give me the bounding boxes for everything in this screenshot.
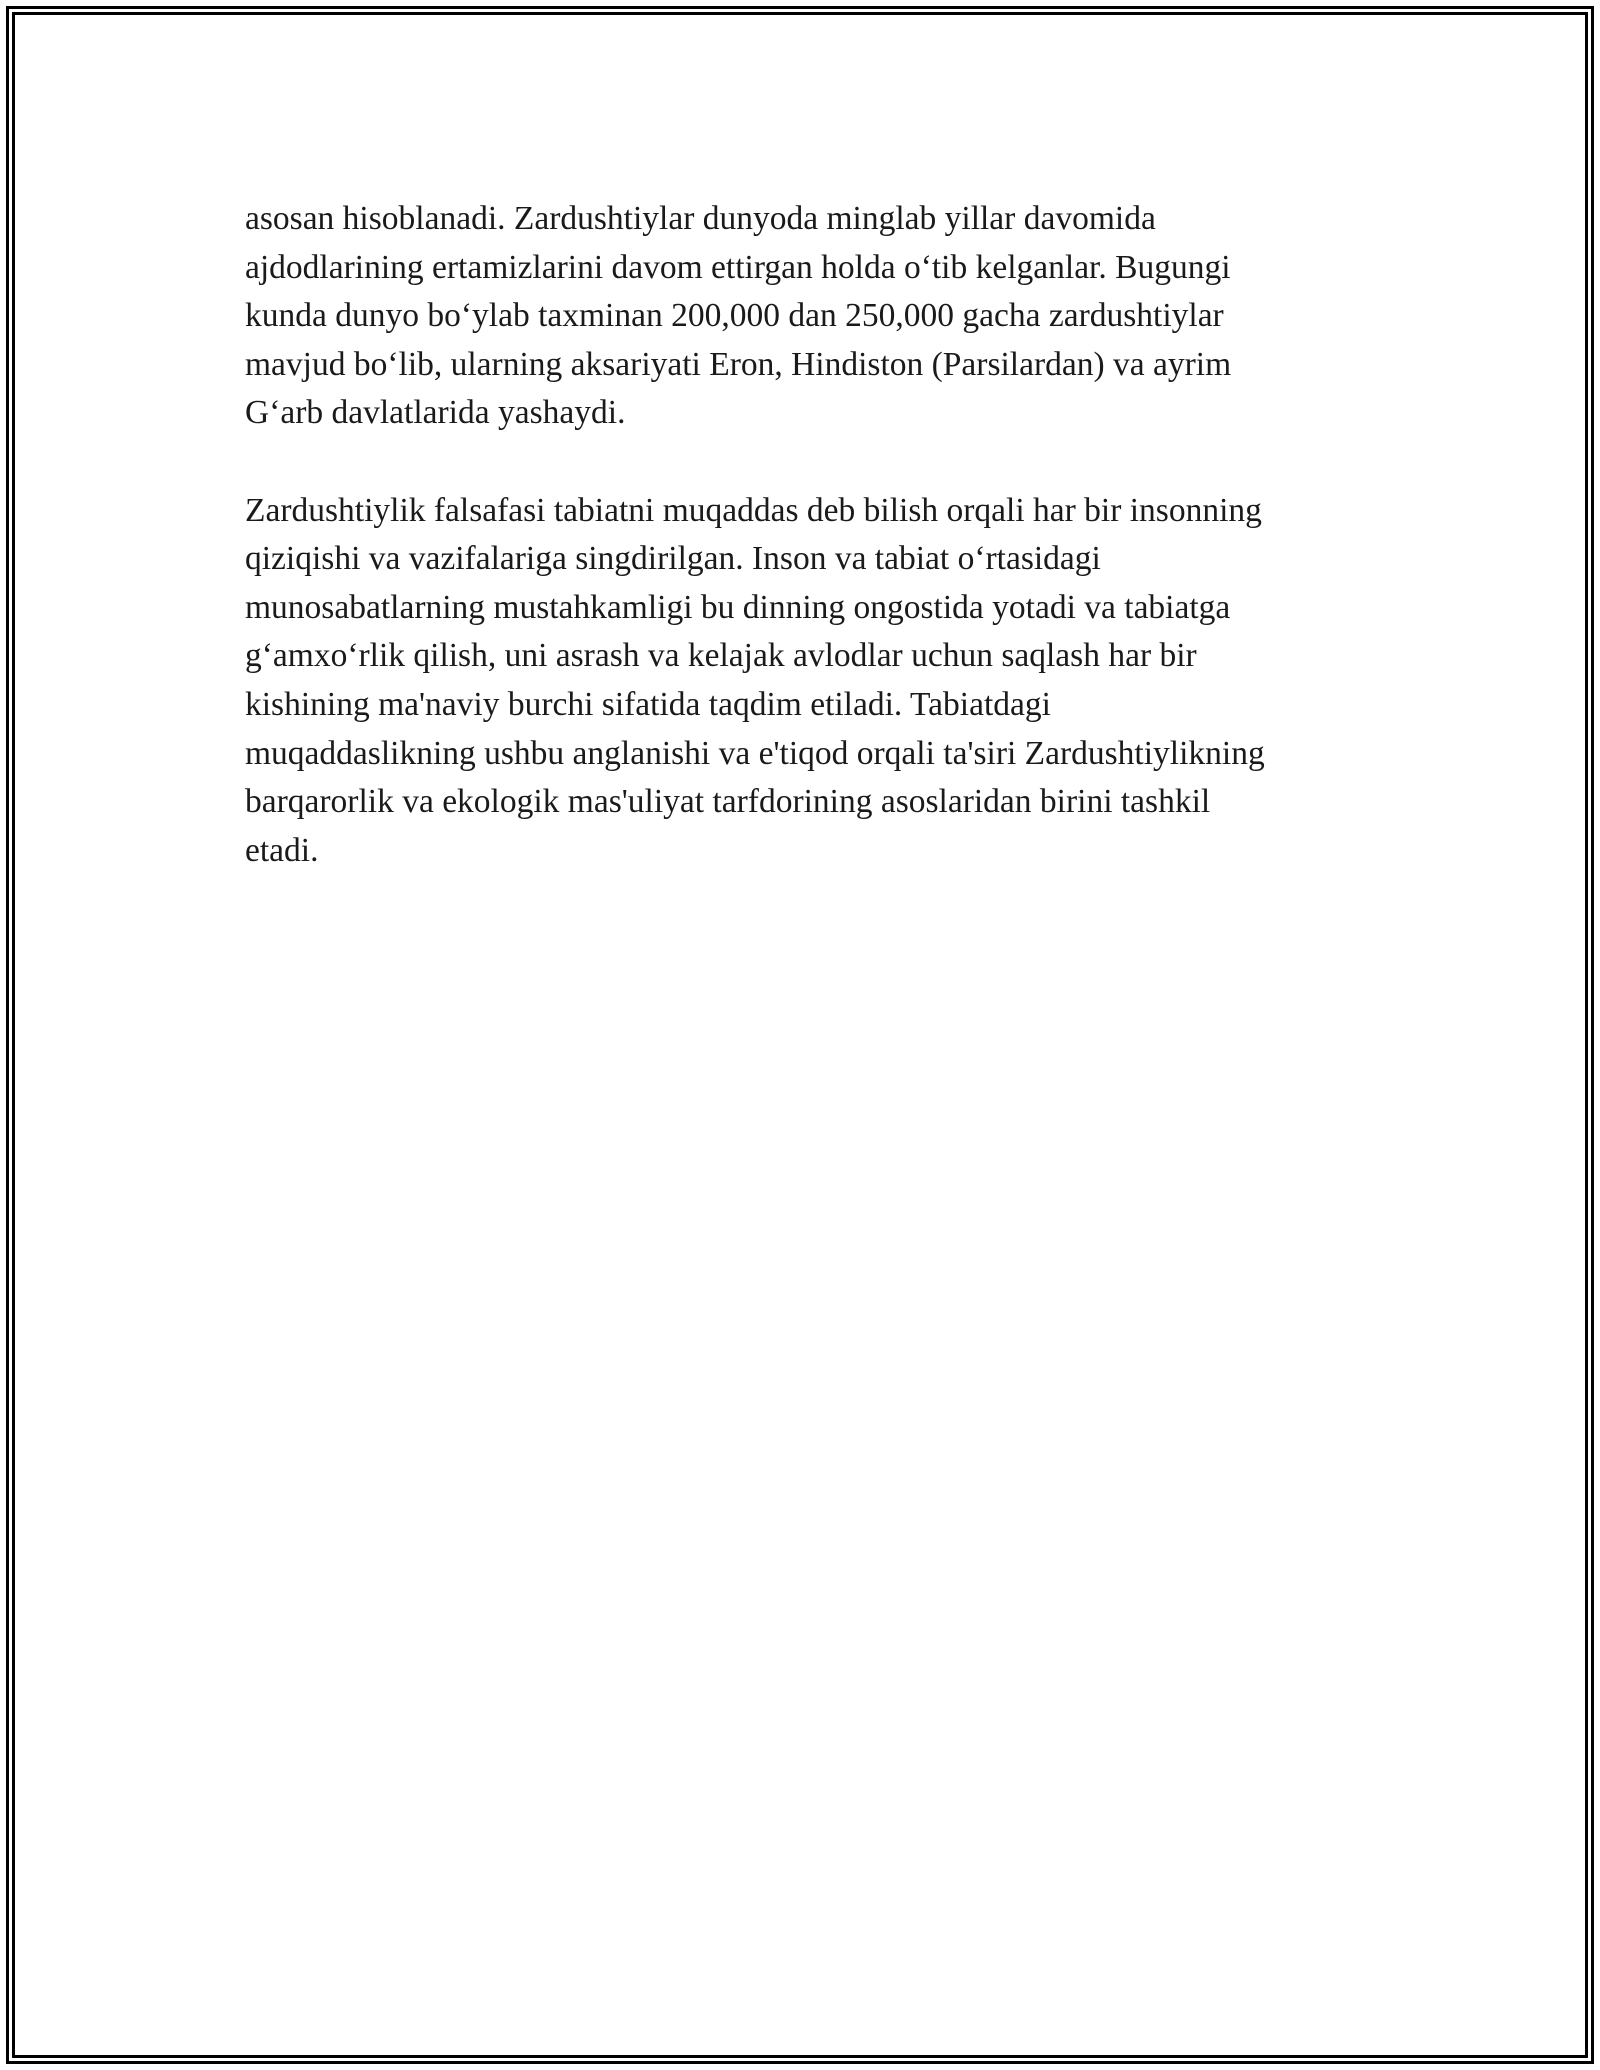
text-line: kishining ma'naviy burchi sifatida taqdim etiladi. Tabiatdagi xyxy=(245,685,1051,723)
text-line: Zardushtiylik falsafasi tabiatni muqaddas deb bilish orqali har bir insonning xyxy=(245,491,1262,529)
text-line: barqarorlik va ekologik mas'uliyat tarfdorining asoslaridan birini tashkil xyxy=(245,783,1211,821)
text-line: mavjud bo‘lib, ularning aksariyati Eron, Hindiston (Parsilardan) va ayrim xyxy=(245,345,1232,383)
text-line: G‘arb davlatlarida yashaydi. xyxy=(245,394,626,432)
text-line: asosan hisoblanadi. Zardushtiylar dunyoda minglab yillar davomida xyxy=(245,200,1156,237)
paragraph-2 xyxy=(245,487,1375,876)
text-line: g‘amxo‘rlik qilish, uni asrash va kelajak avlodlar uchun saqlash har bir xyxy=(245,637,1197,675)
text-line: qiziqishi va vazifalariga singdirilgan. Inson va tabiat o‘rtasidagi xyxy=(245,540,1101,578)
text-line: etadi. xyxy=(245,831,319,869)
text-line: ajdodlarining ertamizlarini davom ettirgan holda o‘tib kelganlar. Bugungi xyxy=(245,248,1231,286)
document-body xyxy=(245,195,1375,924)
text-line: munosabatlarning mustahkamligi bu dinning ongostida yotadi va tabiatga xyxy=(245,588,1231,626)
page-border xyxy=(6,6,1594,2064)
paragraph-1 xyxy=(245,195,1375,438)
text-line: kunda dunyo bo‘ylab taxminan 200,000 dan 250,000 gacha zardushtiylar xyxy=(245,297,1224,335)
text-line: muqaddaslikning ushbu anglanishi va e'tiqod orqali ta'siri Zardushtiylikning xyxy=(245,734,1265,772)
